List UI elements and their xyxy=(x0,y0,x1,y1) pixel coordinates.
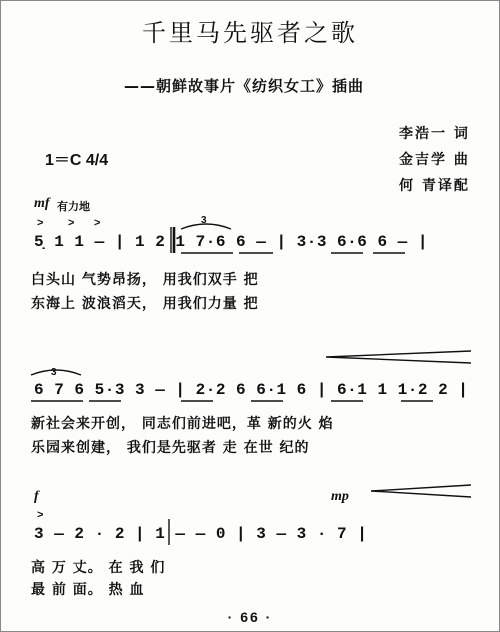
notation-line-3: 3 — 2 · 2 | 1 — — 0 | 3 — 3 · 7 | xyxy=(34,525,368,543)
translator-credit: 何 青译配 xyxy=(399,178,470,194)
song-subtitle: ——朝鲜故事片《纺织女工》插曲 xyxy=(124,77,365,95)
lyric-line-3-verse-2: 最 前 面。 热 血 xyxy=(31,582,145,598)
slur-mark xyxy=(181,224,231,229)
crescendo-mark xyxy=(326,351,471,363)
notation-line-1: 5̣ 1 1 — | 1 2 1 7·6 6 — | 3·3 6·6 6 — | xyxy=(34,233,428,251)
lyric-line-2-verse-2: 乐园来创建， 我们是先驱者 走 在世 纪的 xyxy=(31,440,310,456)
notation-line-2: 6 7 6 5·3 3 — | 2·2 6 6·1 6 | 6·1 1 1·2 2 | xyxy=(34,381,469,399)
accent-mark: > xyxy=(37,217,44,229)
dynamic-f: f xyxy=(34,489,39,504)
accent-mark: > xyxy=(37,509,44,521)
triplet-mark: 3 xyxy=(51,367,57,378)
dynamic-mf: mf xyxy=(34,196,50,211)
accent-mark: > xyxy=(94,217,101,229)
expression-marking: 有力地 xyxy=(57,200,90,213)
slur-mark xyxy=(31,370,81,375)
notation-marks xyxy=(1,1,499,631)
key-signature: 1＝C 4/4 xyxy=(45,152,109,169)
lyric-line-2-verse-1: 新社会来开创， 同志们前进吧，革 新的火 焰 xyxy=(31,416,334,432)
lyricist-credit: 李浩一 词 xyxy=(399,126,470,142)
composer-credit: 金吉学 曲 xyxy=(399,152,470,168)
decrescendo-mark xyxy=(371,485,471,497)
lyric-line-1-verse-2: 东海上 波浪滔天， 用我们力量 把 xyxy=(31,296,259,312)
accent-mark: > xyxy=(68,217,75,229)
lyric-line-1-verse-1: 白头山 气势昂扬， 用我们双手 把 xyxy=(31,272,259,288)
dynamic-mp: mp xyxy=(331,489,349,504)
lyric-line-3-verse-1: 高 万 丈。 在 我 们 xyxy=(31,560,166,576)
page-number: · 66 · xyxy=(227,609,273,625)
triplet-mark: 3 xyxy=(201,215,207,226)
song-title: 千里马先驱者之歌 xyxy=(142,19,358,47)
